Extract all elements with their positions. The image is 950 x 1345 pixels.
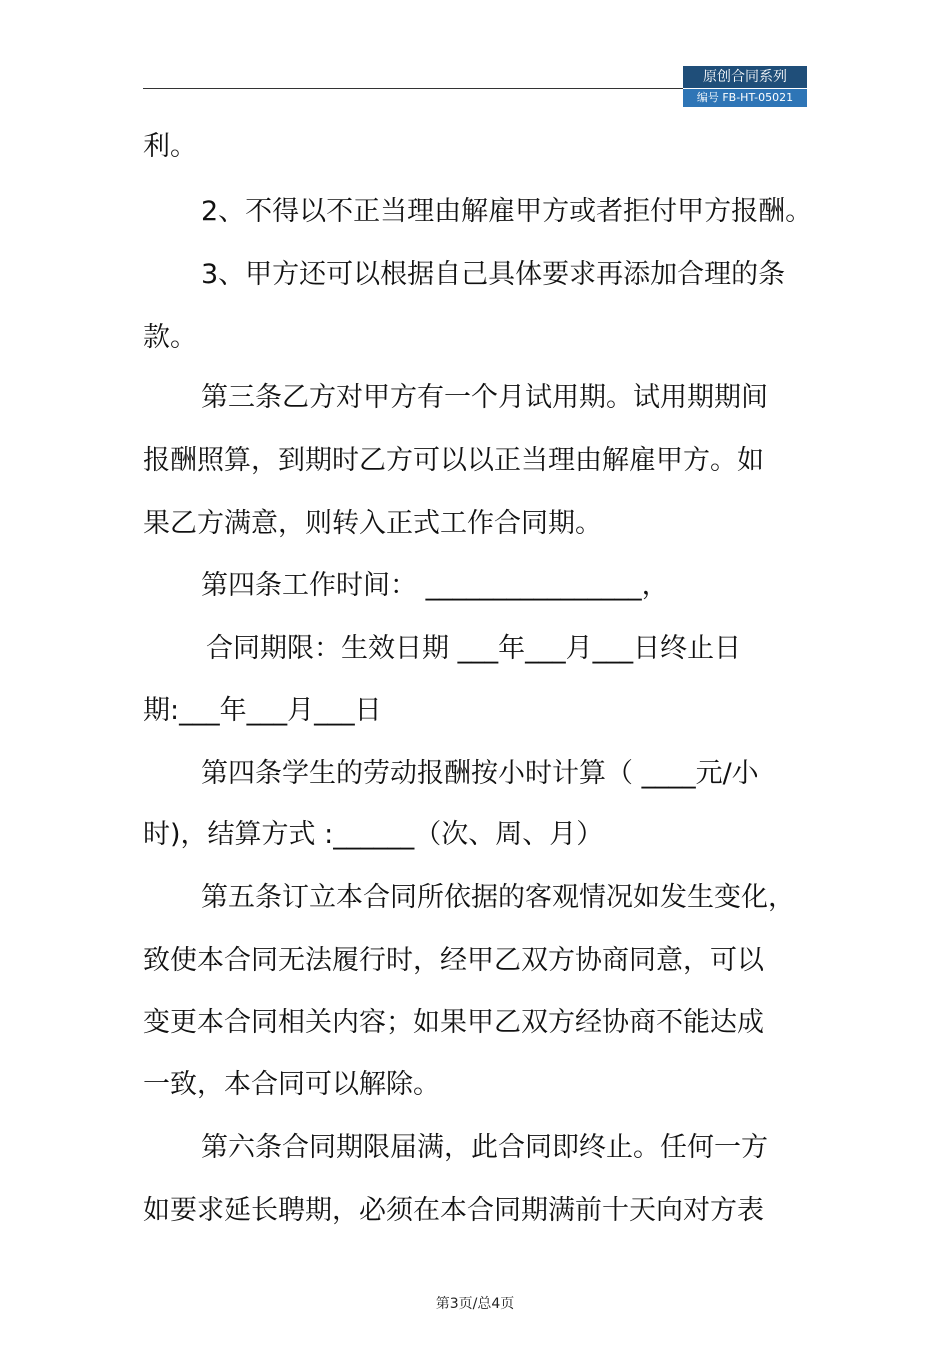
body-line: 第五条订立本合同所依据的客观情况如发生变化， xyxy=(201,882,795,913)
body-line: 一致，本合同可以解除。 xyxy=(143,1069,440,1100)
body-line: 合同期限：生效日期 ___年___月___日终止日 xyxy=(206,633,742,664)
header-rule xyxy=(143,88,683,89)
body-line: 第四条学生的劳动报酬按小时计算（ ____元/小 xyxy=(201,758,759,789)
document-code-badge: 编号 FB-HT-05021 xyxy=(683,89,807,107)
body-line: 3、甲方还可以根据自己具体要求再添加合理的条 xyxy=(201,259,786,290)
body-line: 期:___年___月___日 xyxy=(143,695,382,726)
body-line: 款。 xyxy=(143,322,197,353)
series-badge: 原创合同系列 xyxy=(683,66,807,88)
body-line: 第四条工作时间： ________________， xyxy=(201,570,669,601)
body-line: 第三条乙方对甲方有一个月试用期。试用期期间 xyxy=(201,382,768,413)
body-line: 变更本合同相关内容；如果甲乙双方经协商不能达成 xyxy=(143,1007,764,1038)
body-line: 如要求延长聘期，必须在本合同期满前十天向对方表 xyxy=(143,1195,764,1226)
body-line: 时)，结算方式 :______（次、周、月） xyxy=(143,819,604,850)
body-line: 利。 xyxy=(143,131,197,162)
body-line: 报酬照算，到期时乙方可以以正当理由解雇甲方。如 xyxy=(143,445,764,476)
body-line: 2、不得以不正当理由解雇甲方或者拒付甲方报酬。 xyxy=(201,196,813,227)
page-number: 第3页/总4页 xyxy=(435,1296,515,1312)
body-line: 果乙方满意，则转入正式工作合同期。 xyxy=(143,508,602,539)
body-line: 第六条合同期限届满，此合同即终止。任何一方 xyxy=(201,1132,768,1163)
body-line: 致使本合同无法履行时，经甲乙双方协商同意，可以 xyxy=(143,945,764,976)
